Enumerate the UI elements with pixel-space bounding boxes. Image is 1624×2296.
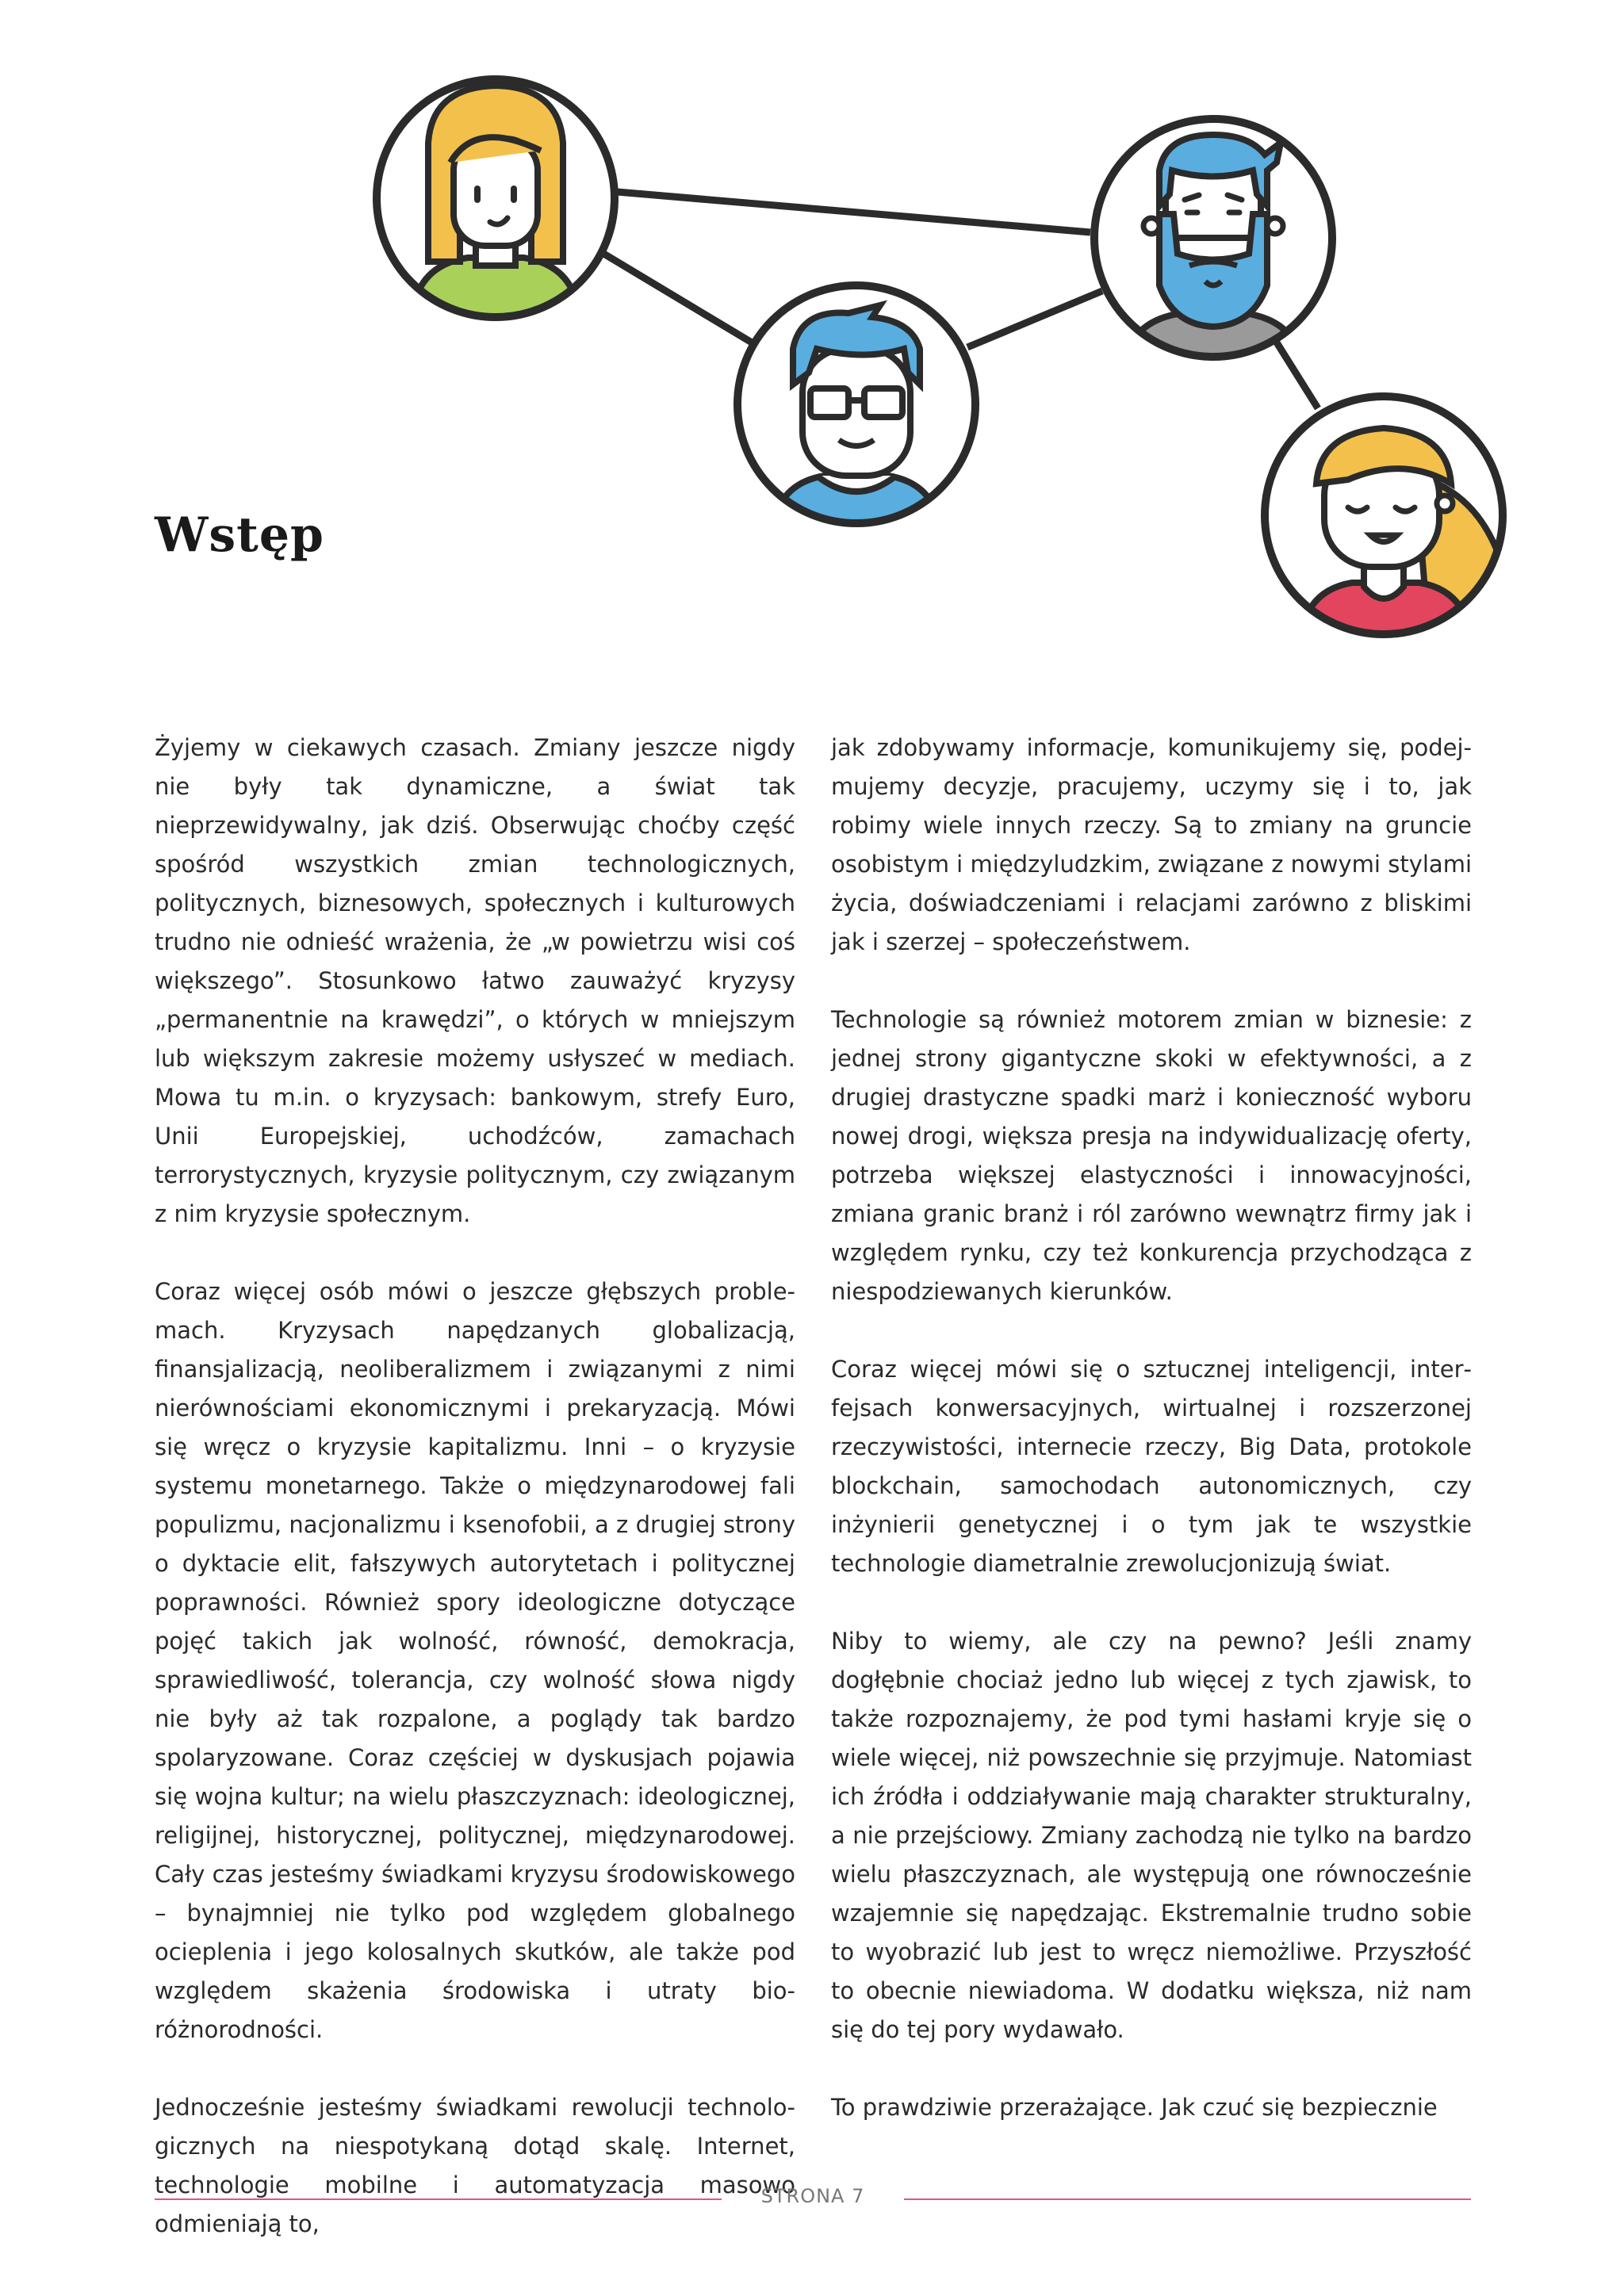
page-number: STRONA 7	[760, 2185, 865, 2207]
bearded-man-avatar-icon	[1093, 117, 1334, 365]
paragraph: Żyjemy w ciekawych czasach. Zmiany jeszcze nigdy nie były tak dynamiczne, a świat tak nieprzewidywalny, jak dziś. Obserwując choćby część spośród wszystkich zmian technologicznych, politycznych, biznesowych, społecznych i kulturowych trudno nie odnieść wrażenia, że „w powietrzu wisi coś większego”. Stosunkowo łatwo zauważyć kryzysy „permanentnie na krawędzi”, o których w mniejszym lub większym zakresie możemy usłyszeć w mediach. Mowa tu m.in. o kryzysach: bankowym, strefy Euro, Unii Europejskiej, uchodźców, zamachach terrorystycznych, kryzysie politycznym, czy związanym z nim kryzysie społecznym.	[155, 734, 795, 1227]
paragraph: Coraz więcej osób mówi o jeszcze głębszych problemach. Kryzysach napędzanych globalizacją, finansjalizacją, neoliberalizmem i związanymi z nimi nierównościami ekonomicznymi i prekaryzacją. Mówi się wręcz o kryzysie kapitalizmu. Inni – o kryzysie systemu monetarnego. Także o międzynarodowej fali populizmu, nacjonalizmu i ksenofobii, a z drugiej strony o dyktacie elit, fałszywych autorytetach i politycznej poprawności. Również spory ideologiczne dotyczące pojęć takich jak wolność, równość, demokracja, sprawiedliwość, tolerancja, czy wolność słowa nigdy nie były aż tak rozpalone, a poglądy tak bardzo spolaryzowane. Coraz częściej w dyskusjach pojawia się wojna kultur; na wielu płaszczyznach: ideologicznej, religijnej, historycznej, politycznej, międzynarodowej. Cały czas jesteśmy świadkami kryzysu środowiskowego – bynajmniej nie tylko pod względem globalnego ocieplenia i jego kolosalnych skutków, ale także pod względem skażenia środowiska i utraty bioróżnorodności.	[155, 1278, 795, 2043]
smiling-woman-avatar-icon	[1263, 395, 1504, 642]
network-people-illustration	[0, 0, 1624, 666]
footer-divider-right	[904, 2198, 1471, 2200]
paragraph: jak zdobywamy informacje, komunikujemy się, podejmujemy decyzje, pracujemy, uczymy się i to, jak robimy wiele innych rzeczy. Są to zmiany na gruncie osobistym i międzyludzkim, związane z nowymi stylami życia, doświadczeniami i relacjami zarówno z bliskimi jak i szerzej – społeczeństwem.	[831, 734, 1472, 955]
paragraph: Technologie są również motorem zmian w biznesie: z jednej strony gigantyczne skoki w efektywności, a z drugiej drastyczne spadki marż i konieczność wyboru nowej drogi, większa presja na indywidualizację oferty, potrzeba większej elastyczności i innowacyjności, zmiana granic branż i ról zarówno wewnątrz firmy jak i względem rynku, czy też konkurencja przychodząca z niespodziewanych kierunków.	[831, 1006, 1472, 1305]
woman-avatar-icon	[375, 78, 616, 319]
paragraph: Jednocześnie jesteśmy świadkami rewolucji technologicznych na niespotykaną dotąd skalę. Internet, technologie mobilne i automatyzacja masowo odmieniają to,	[155, 2094, 795, 2237]
man-glasses-avatar-icon	[736, 284, 977, 531]
paragraph: To prawdziwie przerażające. Jak czuć się bezpiecznie	[831, 2094, 1438, 2121]
text-column-right	[831, 729, 1472, 2166]
paragraph: Niby to wiemy, ale czy na pewno? Jeśli znamy dogłębnie chociaż jedno lub więcej z tych zjawisk, to także rozpoznajemy, że pod tymi hasłami kryje się o wiele więcej, niż powszechnie się przyjmuje. Natomiast ich źródła i oddziaływanie mają charakter strukturalny, a nie przejściowy. Zmiany zachodzą nie tylko na bardzo wielu płaszczyznach, ale występują one równocześnie wzajemnie się napędzając. Ekstremalnie trudno sobie to wyobrazić lub jest to wręcz niemożliwe. Przyszłość to obecnie niewiadoma. W dodatku większa, niż nam się do tej pory wydawało.	[831, 1628, 1472, 2043]
footer-divider-left	[155, 2198, 722, 2200]
text-column-left	[155, 729, 795, 2283]
page-title: Wstęp	[155, 507, 325, 563]
paragraph: Coraz więcej mówi się o sztucznej inteligencji, interfejsach konwersacyjnych, wirtualnej i rozszerzonej rzeczywistości, internecie rzeczy, Big Data, protokole blockchain, samochodach autonomicznych, czy inżynierii genetycznej i o tym jak te wszystkie technologie diametralnie zrewolucjonizują świat.	[831, 1356, 1472, 1577]
